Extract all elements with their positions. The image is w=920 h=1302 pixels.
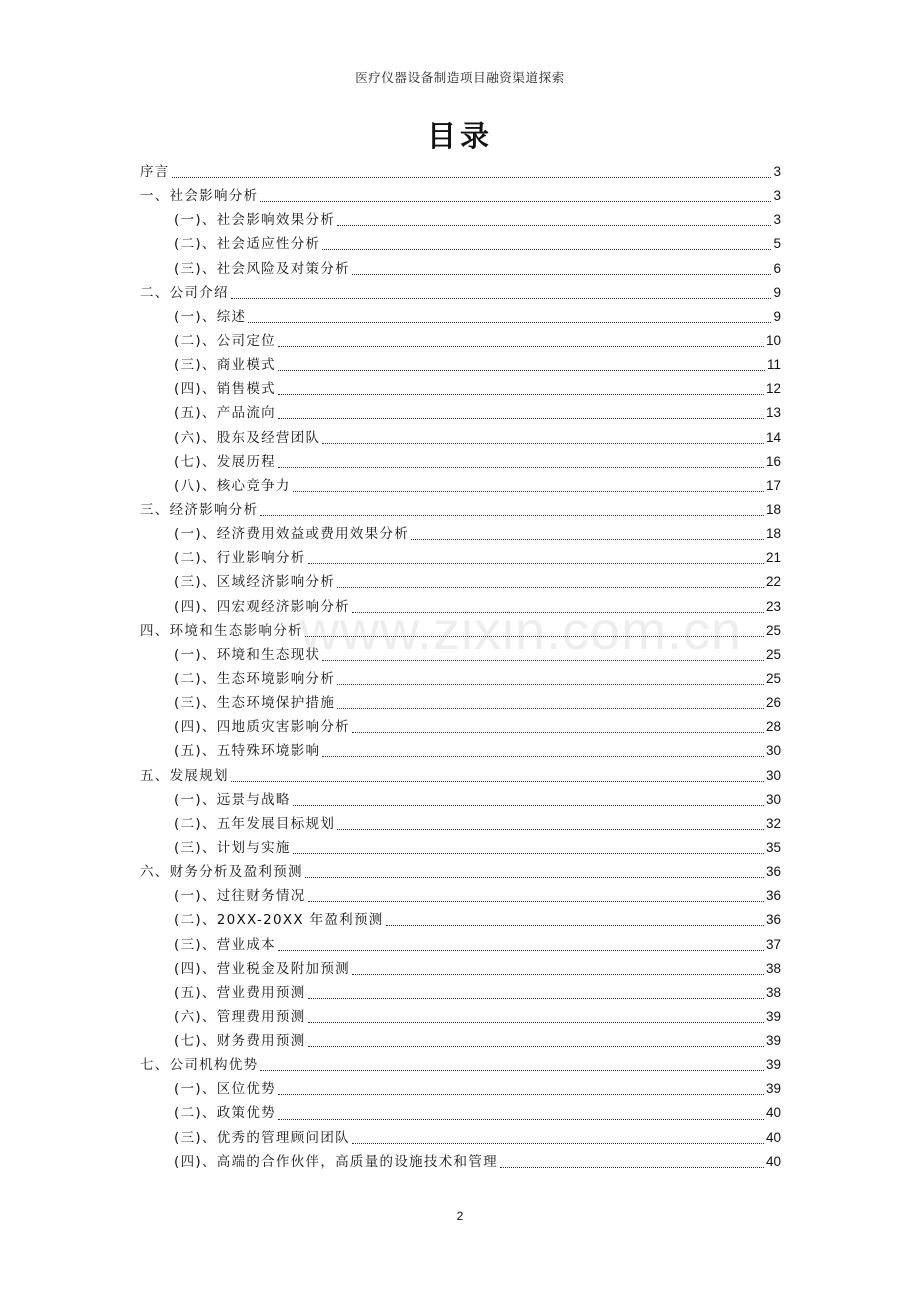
toc-entry-page: 32	[765, 815, 781, 831]
toc-entry-label: 四、环境和生态影响分析	[140, 622, 303, 639]
toc-entry-label: (三)、计划与实施	[174, 839, 291, 856]
toc-entry[interactable]	[140, 715, 781, 739]
toc-entry-page: 35	[765, 839, 781, 855]
toc-entry[interactable]	[140, 305, 781, 329]
toc-entry-page: 40	[765, 1153, 781, 1169]
toc-entry-page: 25	[765, 646, 781, 662]
toc-entry-label: (六)、管理费用预测	[174, 1008, 306, 1025]
toc-entry[interactable]	[140, 184, 781, 208]
toc-entry[interactable]	[140, 764, 781, 788]
toc-entry-page: 36	[765, 864, 781, 880]
toc-dot-leader	[308, 1045, 764, 1047]
toc-entry-page: 12	[765, 381, 781, 397]
toc-entry[interactable]	[140, 667, 781, 691]
toc-entry-label: 二、公司介绍	[140, 284, 229, 301]
toc-entry-label: (二)、生态环境影响分析	[174, 670, 336, 687]
toc-entry-label: (一)、社会影响效果分析	[174, 212, 336, 229]
toc-entry-page: 9	[773, 284, 781, 300]
toc-dot-leader	[308, 1021, 764, 1023]
toc-dot-leader	[278, 417, 764, 419]
toc-entry-page: 22	[765, 574, 781, 590]
toc-entry-label: (一)、过往财务情况	[174, 888, 306, 905]
toc-entry-label: (二)、社会适应性分析	[174, 236, 321, 253]
toc-dot-leader	[337, 683, 764, 685]
toc-entry-label: (三)、商业模式	[174, 357, 276, 374]
toc-entry[interactable]	[140, 281, 781, 305]
toc-dot-leader	[231, 297, 772, 299]
toc-entry[interactable]	[140, 377, 781, 401]
toc-entry-label: (三)、优秀的管理顾问团队	[174, 1129, 350, 1146]
toc-entry-page: 40	[765, 1105, 781, 1121]
toc-dot-leader	[293, 490, 764, 492]
toc-dot-leader	[500, 1166, 764, 1168]
toc-entry[interactable]	[140, 546, 781, 570]
toc-dot-leader	[308, 997, 764, 999]
toc-dot-leader	[260, 1069, 764, 1071]
toc-entry[interactable]	[140, 353, 781, 377]
toc-entry-page: 39	[765, 1033, 781, 1049]
toc-entry-page: 28	[765, 719, 781, 735]
toc-entry-page: 38	[765, 960, 781, 976]
toc-dot-leader	[305, 635, 764, 637]
toc-entry-label: 三、经济影响分析	[140, 501, 259, 518]
toc-dot-leader	[352, 1142, 764, 1144]
toc-dot-leader	[248, 321, 771, 323]
toc-entry-label: (四)、销售模式	[174, 381, 276, 398]
toc-entry[interactable]	[140, 957, 781, 981]
toc-entry[interactable]	[140, 1077, 781, 1101]
toc-entry-label: (三)、营业成本	[174, 936, 276, 953]
toc-dot-leader	[308, 900, 764, 902]
toc-entry[interactable]	[140, 933, 781, 957]
watermark: www.zixin.com.cn	[300, 601, 743, 661]
toc-entry-label: (二)、行业影响分析	[174, 550, 306, 567]
toc-entry-label: (一)、环境和生态现状	[174, 646, 321, 663]
toc-entry-page: 39	[765, 1008, 781, 1024]
toc-dot-leader	[322, 248, 771, 250]
toc-entry-page: 18	[765, 526, 781, 542]
toc-entry[interactable]	[140, 1053, 781, 1077]
toc-entry[interactable]	[140, 836, 781, 860]
toc-dot-leader	[411, 538, 764, 540]
toc-dot-leader	[337, 586, 764, 588]
toc-dot-leader	[293, 852, 764, 854]
toc-entry-label: 六、财务分析及盈利预测	[140, 864, 303, 881]
toc-entry-page: 3	[773, 212, 781, 228]
toc-entry[interactable]	[140, 619, 781, 643]
toc-entry-page: 16	[765, 453, 781, 469]
toc-entry-page: 6	[773, 260, 781, 276]
toc-dot-leader	[278, 345, 764, 347]
toc-entry[interactable]	[140, 498, 781, 522]
toc-dot-leader	[305, 876, 764, 878]
toc-entry-page: 13	[765, 405, 781, 421]
toc-dot-leader	[352, 973, 764, 975]
toc-entry-label: (六)、股东及经营团队	[174, 429, 321, 446]
toc-entry[interactable]	[140, 426, 781, 450]
toc-dot-leader	[308, 562, 764, 564]
toc-entry[interactable]	[140, 981, 781, 1005]
toc-entry[interactable]	[140, 1029, 781, 1053]
toc-entry-page: 11	[766, 357, 781, 373]
toc-entry-label: (五)、营业费用预测	[174, 984, 306, 1001]
toc-entry-label: (二)、20XX-20XX 年盈利预测	[174, 912, 384, 929]
toc-dot-leader	[322, 442, 764, 444]
toc-entry[interactable]	[140, 474, 781, 498]
toc-entry-label: (四)、高端的合作伙伴，高质量的设施技术和管理	[174, 1153, 498, 1170]
toc-dot-leader	[278, 1118, 764, 1120]
toc-entry-label: (七)、发展历程	[174, 453, 276, 470]
toc-entry-page: 23	[765, 598, 781, 614]
toc-entry-page: 25	[765, 622, 781, 638]
toc-entry[interactable]	[140, 1150, 781, 1174]
toc-dot-leader	[352, 731, 764, 733]
toc-dot-leader	[386, 924, 764, 926]
toc-dot-leader	[278, 949, 764, 951]
toc-entry-label: (一)、远景与战略	[174, 791, 291, 808]
toc-entry[interactable]	[140, 788, 781, 812]
toc-entry-page: 9	[773, 308, 781, 324]
toc-entry-page: 36	[765, 912, 781, 928]
toc-entry[interactable]	[140, 232, 781, 256]
toc-entry[interactable]	[140, 691, 781, 715]
toc-dot-leader	[337, 828, 764, 830]
toc-dot-leader	[278, 393, 764, 395]
toc-entry-label: (四)、四宏观经济影响分析	[174, 598, 350, 615]
toc-entry[interactable]	[140, 1126, 781, 1150]
toc-entry-label: (五)、五特殊环境影响	[174, 743, 321, 760]
toc-dot-leader	[337, 707, 764, 709]
toc-entry-label: (一)、区位优势	[174, 1081, 276, 1098]
table-of-contents	[140, 160, 781, 1174]
toc-entry-label: 五、发展规划	[140, 767, 229, 784]
toc-entry[interactable]	[140, 1101, 781, 1125]
toc-entry-label: (四)、四地质灾害影响分析	[174, 719, 350, 736]
toc-entry-label: (二)、公司定位	[174, 332, 276, 349]
toc-dot-leader	[231, 780, 764, 782]
toc-entry-page: 40	[765, 1129, 781, 1145]
toc-entry-page: 25	[765, 670, 781, 686]
toc-dot-leader	[322, 755, 764, 757]
toc-dot-leader	[352, 273, 772, 275]
toc-entry-label: 序言	[140, 164, 170, 180]
toc-entry[interactable]	[140, 595, 781, 619]
toc-entry[interactable]	[140, 739, 781, 763]
toc-dot-leader	[260, 200, 771, 202]
toc-entry[interactable]	[140, 450, 781, 474]
toc-entry-page: 39	[765, 1081, 781, 1097]
toc-dot-leader	[337, 224, 771, 226]
toc-entry-page: 38	[765, 984, 781, 1000]
toc-entry-page: 37	[765, 936, 781, 952]
toc-entry-label: 一、社会影响分析	[140, 188, 259, 205]
toc-entry-page: 5	[773, 236, 781, 252]
toc-entry-label: (二)、政策优势	[174, 1105, 276, 1122]
toc-entry-label: (一)、综述	[174, 308, 247, 325]
toc-entry-page: 36	[765, 888, 781, 904]
toc-entry[interactable]	[140, 860, 781, 884]
toc-entry[interactable]	[140, 643, 781, 667]
toc-dot-leader	[260, 514, 764, 516]
toc-entry[interactable]	[140, 160, 781, 184]
toc-entry-label: 七、公司机构优势	[140, 1057, 259, 1074]
toc-entry-label: (三)、生态环境保护措施	[174, 695, 336, 712]
toc-entry-page: 14	[765, 429, 781, 445]
toc-entry[interactable]	[140, 812, 781, 836]
toc-entry[interactable]	[140, 908, 781, 932]
toc-entry-page: 10	[765, 332, 781, 348]
toc-dot-leader	[293, 804, 764, 806]
toc-entry-label: (二)、五年发展目标规划	[174, 815, 336, 832]
toc-entry-page: 21	[765, 550, 781, 566]
toc-dot-leader	[172, 176, 772, 178]
toc-entry-page: 18	[765, 501, 781, 517]
toc-entry-page: 30	[765, 743, 781, 759]
toc-entry-page: 26	[765, 695, 781, 711]
toc-entry-label: (八)、核心竞争力	[174, 477, 291, 494]
toc-entry[interactable]	[140, 1005, 781, 1029]
page-number: 2	[456, 1209, 464, 1223]
toc-entry[interactable]	[140, 522, 781, 546]
toc-dot-leader	[278, 466, 764, 468]
toc-entry-page: 30	[765, 767, 781, 783]
toc-entry[interactable]	[140, 257, 781, 281]
toc-dot-leader	[322, 659, 764, 661]
toc-entry-label: (三)、区域经济影响分析	[174, 574, 336, 591]
toc-dot-leader	[352, 611, 764, 613]
toc-entry-label: (七)、财务费用预测	[174, 1033, 306, 1050]
toc-entry-label: (三)、社会风险及对策分析	[174, 260, 350, 277]
toc-entry[interactable]	[140, 329, 781, 353]
toc-entry-label: (一)、经济费用效益或费用效果分析	[174, 526, 410, 543]
toc-entry[interactable]	[140, 208, 781, 232]
toc-entry[interactable]	[140, 884, 781, 908]
toc-dot-leader	[278, 1093, 764, 1095]
toc-entry-label: (四)、营业税金及附加预测	[174, 960, 350, 977]
toc-entry-page: 3	[773, 164, 781, 179]
toc-entry[interactable]	[140, 401, 781, 425]
toc-entry-page: 39	[765, 1057, 781, 1073]
toc-entry-page: 3	[773, 188, 781, 204]
toc-entry-page: 17	[765, 477, 781, 493]
toc-entry-page: 30	[765, 791, 781, 807]
toc-title: 目录	[426, 119, 493, 153]
toc-dot-leader	[278, 369, 765, 371]
running-header: 医疗仪器设备制造项目融资渠道探索	[355, 70, 565, 85]
toc-entry-label: (五)、产品流向	[174, 405, 276, 422]
toc-entry[interactable]	[140, 570, 781, 594]
